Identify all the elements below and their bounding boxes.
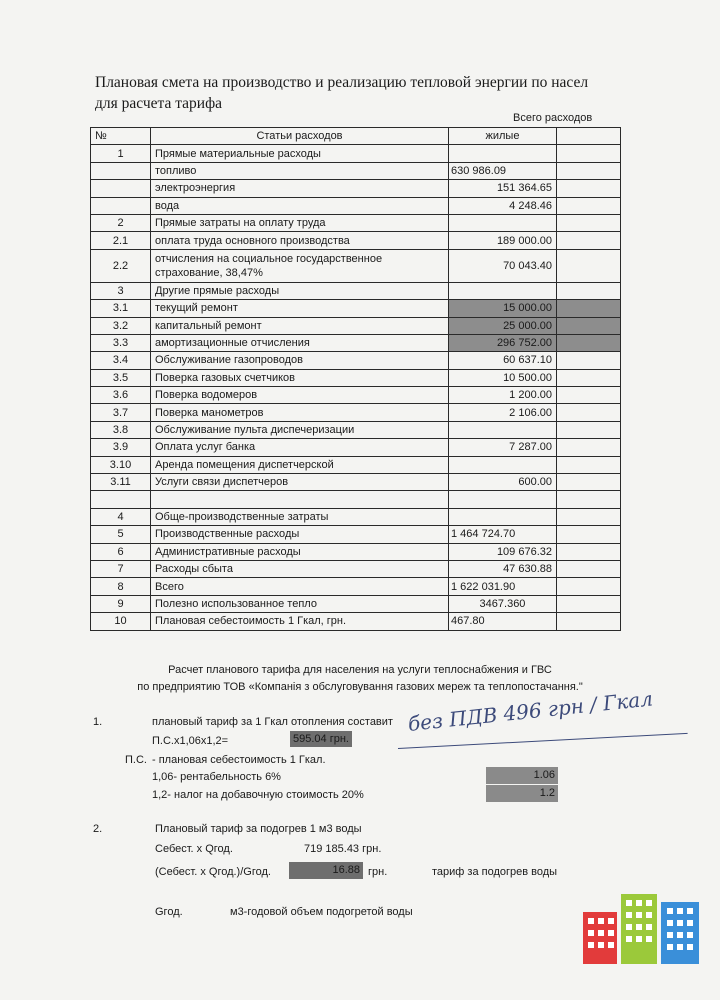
row-value: 1 622 031.90 bbox=[449, 578, 557, 595]
row-extra-cell bbox=[557, 508, 621, 525]
row-number: 8 bbox=[91, 578, 151, 595]
row-item-name: Прямые материальные расходы bbox=[151, 145, 449, 162]
row-extra-cell bbox=[557, 491, 621, 508]
row-extra-cell bbox=[557, 543, 621, 560]
row-extra-cell bbox=[557, 613, 621, 630]
item-1-result bbox=[290, 733, 352, 745]
row-value: 1 464 724.70 bbox=[449, 526, 557, 543]
handwritten-note: без ПДВ 496 грн / Гкал bbox=[406, 686, 654, 736]
row-number bbox=[91, 491, 151, 508]
table-row bbox=[91, 145, 621, 162]
row-value: 70 043.40 bbox=[449, 249, 557, 282]
table-row bbox=[91, 474, 621, 491]
table-row bbox=[91, 578, 621, 595]
row-number: 3.3 bbox=[91, 334, 151, 351]
table-row bbox=[91, 543, 621, 560]
row-item-name: Поверка газовых счетчиков bbox=[151, 369, 449, 386]
row-item-name: Поверка манометров bbox=[151, 404, 449, 421]
title-line-1: Плановая смета на производство и реализацию тепловой энергии по насел bbox=[95, 74, 589, 91]
row-number: 10 bbox=[91, 613, 151, 630]
row-extra-cell bbox=[557, 162, 621, 179]
table-row bbox=[91, 197, 621, 214]
row-value: 1 200.00 bbox=[449, 387, 557, 404]
row-number: 1 bbox=[91, 145, 151, 162]
table-row bbox=[91, 162, 621, 179]
row-value bbox=[449, 282, 557, 299]
row-value: 47 630.88 bbox=[449, 560, 557, 577]
row-item-name: Производственные расходы bbox=[151, 526, 449, 543]
row-extra-cell bbox=[557, 197, 621, 214]
row-number: 9 bbox=[91, 595, 151, 612]
header-items: Статьи расходов bbox=[151, 128, 449, 145]
row-extra-cell bbox=[557, 282, 621, 299]
row-extra-cell bbox=[557, 300, 621, 317]
row-item-name: Всего bbox=[151, 578, 449, 595]
rent-text: 1,06- рентабельность 6% bbox=[152, 771, 281, 783]
row-item-name: топливо bbox=[151, 162, 449, 179]
row-item-name: Плановая себестоимость 1 Гкал, грн. bbox=[151, 613, 449, 630]
table-row bbox=[91, 421, 621, 438]
row-extra-cell bbox=[557, 145, 621, 162]
sebest-value: 719 185.43 грн. bbox=[304, 843, 382, 855]
header-number: № bbox=[91, 128, 151, 145]
table-row bbox=[91, 369, 621, 386]
row-extra-cell bbox=[557, 232, 621, 249]
row-item-name: амортизационные отчисления bbox=[151, 334, 449, 351]
row-extra-cell bbox=[557, 439, 621, 456]
row-extra-cell bbox=[557, 352, 621, 369]
row-extra-cell bbox=[557, 317, 621, 334]
row-item-name: электроэнергия bbox=[151, 180, 449, 197]
row-value: 600.00 bbox=[449, 474, 557, 491]
table-header-row bbox=[91, 128, 621, 145]
row-item-name: капитальный ремонт bbox=[151, 317, 449, 334]
table-row bbox=[91, 456, 621, 473]
ratio-unit: грн. bbox=[368, 866, 388, 878]
row-extra-cell bbox=[557, 334, 621, 351]
row-item-name: Обслуживание газопроводов bbox=[151, 352, 449, 369]
table-row bbox=[91, 232, 621, 249]
row-number: 3 bbox=[91, 282, 151, 299]
table-row bbox=[91, 560, 621, 577]
row-item-name: Обслуживание пульта диспечеризации bbox=[151, 421, 449, 438]
calculation-heading-line-2: по предприятию ТОВ «Компанія з обслуговування газових мереж та теплопостачання." bbox=[137, 681, 583, 693]
row-number: 3.2 bbox=[91, 317, 151, 334]
row-item-name: Административные расходы bbox=[151, 543, 449, 560]
row-number: 6 bbox=[91, 543, 151, 560]
row-item-name: Оплата услуг банка bbox=[151, 439, 449, 456]
table-row bbox=[91, 439, 621, 456]
item-1-result-value: 595.04 грн. bbox=[290, 731, 352, 747]
row-value: 151 364.65 bbox=[449, 180, 557, 197]
row-value: 60 637.10 bbox=[449, 352, 557, 369]
row-value: 109 676.32 bbox=[449, 543, 557, 560]
row-value: 296 752.00 bbox=[449, 334, 557, 351]
row-number: 5 bbox=[91, 526, 151, 543]
table-row bbox=[91, 214, 621, 231]
row-value: 10 500.00 bbox=[449, 369, 557, 386]
row-value: 4 248.46 bbox=[449, 197, 557, 214]
row-number: 3.11 bbox=[91, 474, 151, 491]
row-number: 4 bbox=[91, 508, 151, 525]
vat-value: 1.2 bbox=[486, 785, 558, 802]
row-number: 2.2 bbox=[91, 249, 151, 282]
row-value: 15 000.00 bbox=[449, 300, 557, 317]
row-number: 3.4 bbox=[91, 352, 151, 369]
row-extra-cell bbox=[557, 474, 621, 491]
row-number: 7 bbox=[91, 560, 151, 577]
table-row bbox=[91, 282, 621, 299]
row-number: 2 bbox=[91, 214, 151, 231]
g-label: Gгод. bbox=[155, 906, 183, 918]
row-extra-cell bbox=[557, 526, 621, 543]
table-row bbox=[91, 249, 621, 282]
row-extra-cell bbox=[557, 369, 621, 386]
estimate-table bbox=[90, 127, 621, 631]
document-title bbox=[95, 72, 588, 114]
row-value bbox=[449, 214, 557, 231]
item-2-text: Плановый тариф за подогрев 1 м3 воды bbox=[155, 823, 362, 835]
g-text: м3-годовой объем подогретой воды bbox=[230, 906, 413, 918]
ratio-note: тариф за подогрев воды bbox=[432, 866, 558, 878]
row-value bbox=[449, 421, 557, 438]
row-value: 189 000.00 bbox=[449, 232, 557, 249]
row-number: 3.1 bbox=[91, 300, 151, 317]
ratio-value: 16.88 bbox=[289, 862, 363, 879]
table-row bbox=[91, 491, 621, 508]
table-row bbox=[91, 334, 621, 351]
item-1-text: плановый тариф за 1 Гкал отопления составит bbox=[152, 716, 393, 728]
row-item-name: Прямые затраты на оплату труда bbox=[151, 214, 449, 231]
table-row bbox=[91, 508, 621, 525]
header-residential: жилые bbox=[449, 128, 557, 145]
row-number: 3.7 bbox=[91, 404, 151, 421]
row-extra-cell bbox=[557, 180, 621, 197]
row-value: 3467.360 bbox=[449, 595, 557, 612]
row-value: 25 000.00 bbox=[449, 317, 557, 334]
table-row bbox=[91, 404, 621, 421]
row-number: 3.9 bbox=[91, 439, 151, 456]
ratio-label: (Себест. х Qгод.)/Gгод. bbox=[155, 866, 271, 878]
row-item-name: Поверка водомеров bbox=[151, 387, 449, 404]
row-number: 3.6 bbox=[91, 387, 151, 404]
row-number: 2.1 bbox=[91, 232, 151, 249]
table-row bbox=[91, 300, 621, 317]
row-value bbox=[449, 491, 557, 508]
row-item-name: текущий ремонт bbox=[151, 300, 449, 317]
row-item-name: Полезно использованное тепло bbox=[151, 595, 449, 612]
table-body bbox=[91, 145, 621, 630]
row-extra-cell bbox=[557, 249, 621, 282]
ps-text: - плановая себестоимость 1 Гкал. bbox=[152, 754, 326, 766]
row-extra-cell bbox=[557, 456, 621, 473]
row-item-name bbox=[151, 491, 449, 508]
row-item-name: отчисления на социальное государственное страхование, 38,47% bbox=[151, 249, 449, 282]
table-row bbox=[91, 526, 621, 543]
row-value bbox=[449, 145, 557, 162]
row-item-name: вода bbox=[151, 197, 449, 214]
row-item-name: Расходы сбыта bbox=[151, 560, 449, 577]
title-line-2: для расчета тарифа bbox=[95, 95, 223, 112]
row-number: 3.8 bbox=[91, 421, 151, 438]
item-2-number: 2. bbox=[93, 823, 103, 835]
row-value bbox=[449, 456, 557, 473]
row-item-name: Услуги связи диспетчеров bbox=[151, 474, 449, 491]
item-1-formula: П.С.х1,06х1,2= bbox=[152, 735, 229, 747]
row-number: 3.5 bbox=[91, 369, 151, 386]
row-value: 467.80 bbox=[449, 613, 557, 630]
vat-text: 1,2- налог на добавочную стоимость 20% bbox=[152, 789, 364, 801]
row-item-name: оплата труда основного производства bbox=[151, 232, 449, 249]
row-extra-cell bbox=[557, 404, 621, 421]
calculation-heading-line-1: Расчет планового тарифа для населения на услуги теплоснабжения и ГВС bbox=[168, 664, 552, 676]
row-extra-cell bbox=[557, 421, 621, 438]
header-empty bbox=[557, 128, 621, 145]
row-value: 2 106.00 bbox=[449, 404, 557, 421]
table-row bbox=[91, 613, 621, 630]
row-extra-cell bbox=[557, 578, 621, 595]
row-number bbox=[91, 180, 151, 197]
row-number bbox=[91, 162, 151, 179]
row-number: 3.10 bbox=[91, 456, 151, 473]
row-extra-cell bbox=[557, 387, 621, 404]
row-item-name: Другие прямые расходы bbox=[151, 282, 449, 299]
total-expenses-label: Всего расходов bbox=[513, 112, 593, 124]
handwritten-underline bbox=[398, 733, 688, 749]
table-row bbox=[91, 317, 621, 334]
table-row bbox=[91, 595, 621, 612]
item-1-number: 1. bbox=[93, 716, 103, 728]
row-extra-cell bbox=[557, 560, 621, 577]
rent-value: 1.06 bbox=[486, 767, 558, 784]
row-value: 7 287.00 bbox=[449, 439, 557, 456]
sebest-label: Себест. х Qгод. bbox=[155, 843, 233, 855]
table-row bbox=[91, 180, 621, 197]
table-row bbox=[91, 387, 621, 404]
row-value bbox=[449, 508, 557, 525]
row-value: 630 986.09 bbox=[449, 162, 557, 179]
ps-label: П.С. bbox=[125, 754, 147, 766]
row-number bbox=[91, 197, 151, 214]
buildings-logo-icon bbox=[583, 888, 699, 964]
row-extra-cell bbox=[557, 595, 621, 612]
table-row bbox=[91, 352, 621, 369]
row-item-name: Аренда помещения диспетчерской bbox=[151, 456, 449, 473]
row-extra-cell bbox=[557, 214, 621, 231]
row-item-name: Обще-производственные затраты bbox=[151, 508, 449, 525]
